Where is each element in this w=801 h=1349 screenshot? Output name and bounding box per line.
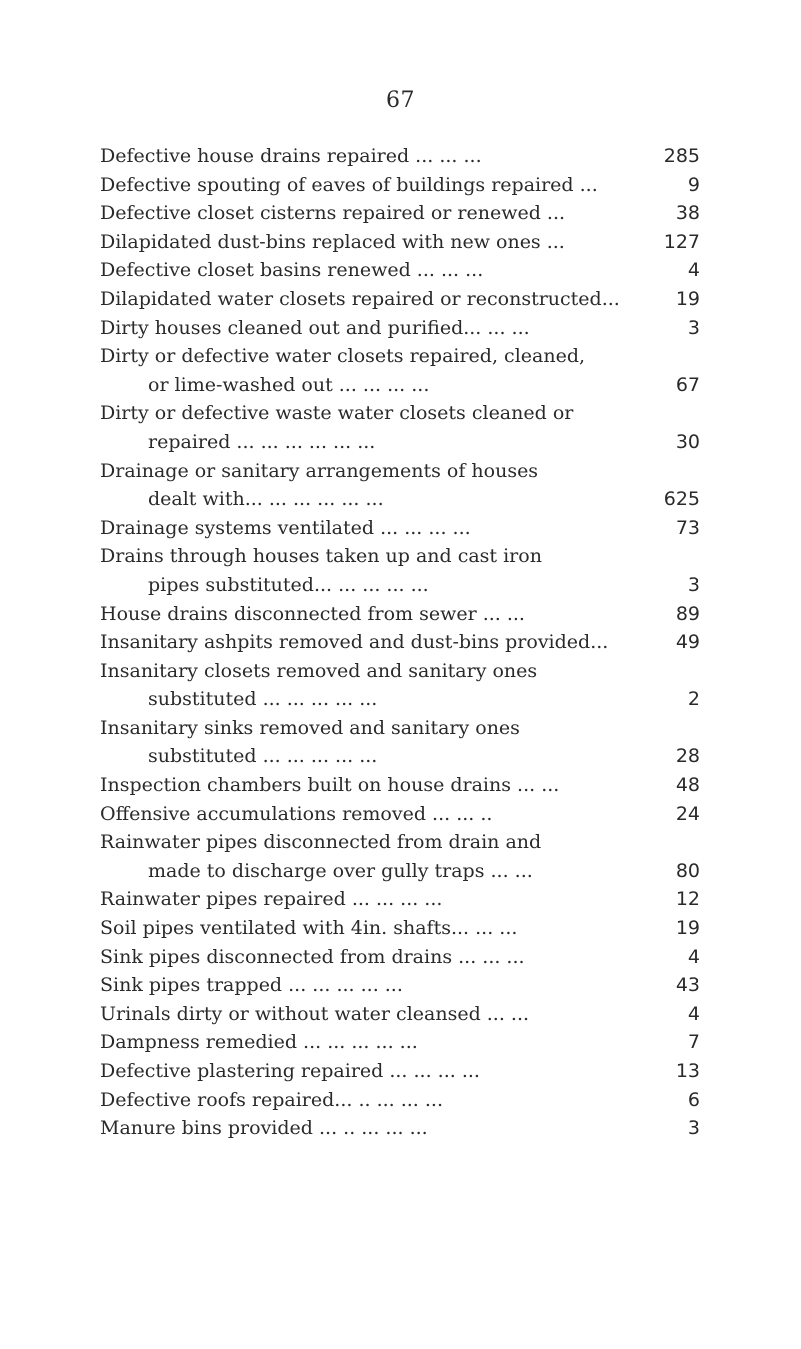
entry-label: Insanitary closets removed and sanitary ones bbox=[100, 659, 538, 682]
entry-value: 285 bbox=[663, 145, 700, 167]
list-item bbox=[100, 142, 700, 171]
list-item bbox=[100, 199, 700, 228]
entry-label: House drains disconnected from sewer ... ... bbox=[100, 602, 525, 625]
entry-value: 2 bbox=[687, 688, 700, 711]
entry-label: Defective plastering repaired ... ... ... ... bbox=[100, 1060, 480, 1082]
entry-label: Sink pipes disconnected from drains ... ... ... bbox=[100, 945, 525, 968]
list-item bbox=[100, 457, 700, 514]
entry-value: 80 bbox=[675, 859, 700, 882]
list-item bbox=[100, 342, 700, 399]
list-item bbox=[100, 1057, 700, 1086]
entry-label: Rainwater pipes disconnected from drain and bbox=[100, 831, 542, 854]
entry-label-continuation: repaired ... ... ... ... ... ... bbox=[148, 430, 376, 453]
entry-label: Urinals dirty or without water cleansed ... ... bbox=[100, 1002, 530, 1025]
entry-value: 38 bbox=[675, 202, 700, 225]
list-item bbox=[100, 1114, 700, 1143]
entry-value: 4 bbox=[687, 259, 700, 282]
entry-label: Defective closet cisterns repaired or renewed ... bbox=[100, 202, 566, 225]
entry-value: 3 bbox=[687, 316, 700, 339]
entry-value: 3 bbox=[687, 1117, 700, 1140]
list-item bbox=[100, 1000, 700, 1029]
list-item bbox=[100, 885, 700, 914]
list-item bbox=[100, 971, 700, 1000]
entry-label: Insanitary ashpits removed and dust-bins provided... bbox=[100, 631, 609, 654]
entries-list bbox=[100, 142, 700, 1143]
list-item bbox=[100, 314, 700, 343]
entry-value: 9 bbox=[687, 173, 700, 196]
entry-value: 48 bbox=[675, 774, 700, 797]
list-item bbox=[100, 228, 700, 257]
entry-label: Defective closet basins renewed ... ... ... bbox=[100, 259, 484, 282]
entry-label: Dirty or defective water closets repaired, cleaned, bbox=[100, 345, 586, 368]
entry-label: Insanitary sinks removed and sanitary ones bbox=[100, 716, 520, 739]
entry-label: Sink pipes trapped ... ... ... ... ... bbox=[100, 974, 403, 997]
entry-label: Dampness remedied ... ... ... ... ... bbox=[100, 1031, 418, 1054]
entry-value: 19 bbox=[675, 917, 700, 940]
entry-value: 30 bbox=[675, 430, 700, 453]
entry-value: 28 bbox=[675, 745, 700, 768]
entry-value: 7 bbox=[687, 1031, 700, 1054]
list-item bbox=[100, 914, 700, 943]
entry-value: 43 bbox=[675, 974, 700, 997]
entry-value: 49 bbox=[675, 631, 700, 654]
entry-label: Dirty or defective waste water closets cleaned or bbox=[100, 402, 574, 425]
list-item bbox=[100, 285, 700, 314]
list-item bbox=[100, 657, 700, 714]
entry-label-continuation: or lime-washed out ... ... ... ... bbox=[148, 373, 430, 396]
list-item bbox=[100, 800, 700, 829]
entry-value: 4 bbox=[687, 1002, 700, 1025]
list-item bbox=[100, 600, 700, 629]
entry-label-continuation: substituted ... ... ... ... ... bbox=[148, 688, 378, 711]
entry-value: 13 bbox=[675, 1060, 700, 1082]
page-number: 67 bbox=[386, 88, 415, 113]
entry-label-continuation: dealt with... ... ... ... ... ... bbox=[148, 488, 384, 511]
list-item bbox=[100, 628, 700, 657]
entry-value: 67 bbox=[675, 373, 700, 396]
entry-value: 6 bbox=[687, 1088, 700, 1111]
list-item bbox=[100, 1086, 700, 1115]
list-item bbox=[100, 943, 700, 972]
entry-value: 19 bbox=[675, 287, 700, 310]
list-item bbox=[100, 256, 700, 285]
entry-label: Dilapidated dust-bins replaced with new ones ... bbox=[100, 230, 565, 253]
entry-label: Inspection chambers built on house drains ... ... bbox=[100, 774, 560, 797]
entry-value: 89 bbox=[675, 602, 700, 625]
entry-value: 4 bbox=[687, 945, 700, 968]
entry-value: 12 bbox=[675, 888, 700, 911]
entry-label: Offensive accumulations removed ... ... .. bbox=[100, 802, 493, 825]
entry-label: Rainwater pipes repaired ... ... ... ... bbox=[100, 888, 443, 911]
entry-label: Manure bins provided ... .. ... ... ... bbox=[100, 1117, 428, 1140]
entry-value: 73 bbox=[675, 516, 700, 539]
list-item bbox=[100, 171, 700, 200]
entry-label: Dilapidated water closets repaired or reconstructed... bbox=[100, 287, 620, 310]
entry-label: Drains through houses taken up and cast iron bbox=[100, 545, 542, 568]
list-item bbox=[100, 542, 700, 599]
entry-label: Defective spouting of eaves of buildings repaired ... bbox=[100, 173, 598, 196]
list-item bbox=[100, 828, 700, 885]
list-item bbox=[100, 714, 700, 771]
list-item bbox=[100, 514, 700, 543]
entry-value: 625 bbox=[663, 488, 700, 511]
entry-label: Defective house drains repaired ... ... ... bbox=[100, 145, 482, 167]
entry-label: Drainage or sanitary arrangements of houses bbox=[100, 459, 539, 482]
entry-value: 127 bbox=[663, 230, 700, 253]
entry-label-continuation: pipes substituted... ... ... ... ... bbox=[148, 573, 429, 596]
entry-value: 24 bbox=[675, 802, 700, 825]
entry-label-continuation: substituted ... ... ... ... ... bbox=[148, 745, 378, 768]
entry-label: Drainage systems ventilated ... ... ... ... bbox=[100, 516, 471, 539]
list-item bbox=[100, 771, 700, 800]
entry-label: Soil pipes ventilated with 4in. shafts... ... ... bbox=[100, 917, 518, 940]
list-item bbox=[100, 1028, 700, 1057]
list-item bbox=[100, 399, 700, 456]
entry-label: Defective roofs repaired... .. ... ... ... bbox=[100, 1088, 444, 1111]
entry-label: Dirty houses cleaned out and purified... ... ... bbox=[100, 316, 530, 339]
entry-value: 3 bbox=[687, 573, 700, 596]
entry-label-continuation: made to discharge over gully traps ... ... bbox=[148, 859, 533, 882]
